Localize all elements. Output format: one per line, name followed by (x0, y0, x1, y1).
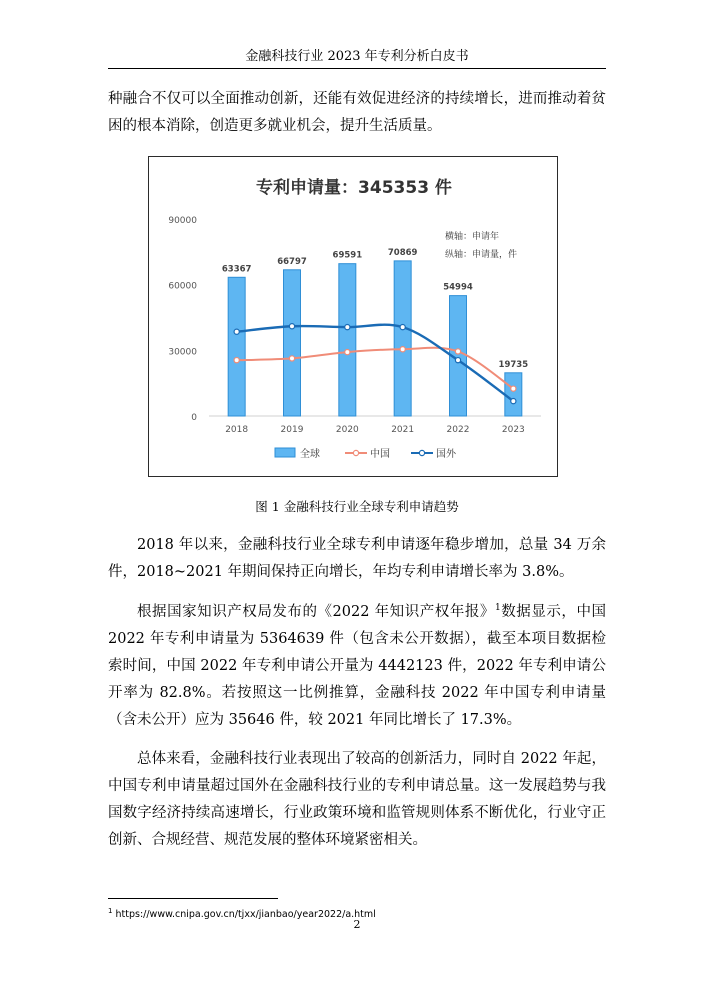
legend-label-中国: 中国 (370, 449, 390, 460)
point-中国-2020 (345, 349, 350, 354)
x-tick-label: 2019 (280, 425, 304, 435)
point-国外-2020 (345, 325, 350, 330)
point-国外-2023 (511, 399, 516, 404)
chart-title: 专利申请量：345353 件 (256, 178, 452, 198)
x-tick-label: 2020 (335, 425, 359, 435)
paragraph-3-text: 总体来看，金融科技行业表现出了较高的创新活力，同时自 2022 年起，中国专利申请量超过国外在金融科技行业的专利申请总量。这一发展趋势与我国数字经济持续高速增长，行业政策环境和监管规则体系不断优化，行业守正创新、合规经营、规范发展的整体环境紧密相关。 (108, 751, 606, 848)
paragraph-2-text (108, 599, 606, 734)
point-国外-2018 (234, 329, 239, 334)
footnote-rule (108, 898, 278, 899)
x-tick-label: 2023 (501, 425, 525, 435)
line-国外 (237, 325, 514, 401)
running-header: 金融科技行业 2023 年专利分析白皮书 (245, 49, 469, 64)
point-国外-2022 (455, 358, 460, 363)
point-国外-2021 (400, 325, 405, 330)
chart-svg (149, 157, 559, 478)
header-rule (108, 68, 606, 69)
bar-label-2022: 54994 (443, 282, 473, 293)
intro-paragraph (108, 86, 606, 140)
bar-label-2020: 69591 (332, 250, 363, 261)
bar-2023 (505, 373, 522, 416)
point-中国-2021 (400, 347, 405, 352)
bar-2020 (339, 264, 356, 416)
point-中国-2022 (455, 349, 460, 354)
bar-label-2018: 63367 (221, 264, 252, 275)
paragraph-3 (108, 746, 606, 854)
bar-label-2023: 19735 (498, 359, 529, 370)
x-tick-label: 2018 (225, 425, 249, 435)
paragraph-2-body: 数据显示，中国 2022 年专利申请量为 5364639 件（包含未公开数据），截至本项目数据检索时间，中国 2022 年专利申请公开量为 4442123 件，2022 年专利申请公开率为 82.8%。若按照这一比例推算，金融科技 2022 年中国专利申请量（含未公开）应为 35646 件，较 2021 年同比增长了 17.3%。 (108, 604, 607, 728)
x-tick-label: 2022 (446, 425, 470, 435)
legend-marker-国外 (419, 450, 424, 455)
bar-label-2021: 70869 (387, 247, 418, 258)
footnote-mark: 1 (108, 907, 113, 915)
paragraph-2 (108, 599, 606, 734)
x-tick-label: 2021 (391, 425, 415, 435)
paragraph-2-lead: 根据国家知识产权局发布的《2022 年知识产权年报》 (137, 604, 495, 620)
bar-2021 (394, 261, 411, 416)
footnote-ref[interactable]: 1 (494, 603, 501, 614)
footnote-link[interactable]: https://www.cnipa.gov.cn/tjxx/jianbao/year2022/a.html (115, 909, 376, 921)
y-tick-label: 60000 (168, 281, 197, 292)
bar-2018 (228, 277, 245, 416)
bar-label-2019: 66797 (277, 256, 307, 267)
point-国外-2019 (289, 324, 294, 329)
page-number: 2 (353, 918, 361, 931)
point-中国-2018 (234, 358, 239, 363)
paragraph-1-text: 2018 年以来，金融科技行业全球专利申请逐年稳步增加，总量 34 万余件，2018~2021 年期间保持正向增长，年均专利申请增长率为 3.8%。 (108, 537, 606, 580)
point-中国-2023 (511, 386, 516, 391)
y-tick-label: 90000 (168, 216, 197, 226)
legend-label-国外: 国外 (436, 449, 456, 460)
figure-caption: 图 1 金融科技行业全球专利申请趋势 (255, 499, 459, 514)
bar-2019 (284, 270, 301, 416)
legend-marker-中国 (353, 450, 358, 455)
intro-text: 种融合不仅可以全面推动创新，还能有效促进经济的持续增长，进而推动着贫困的根本消除，创造更多就业机会，提升生活质量。 (108, 91, 606, 134)
legend-label-全球: 全球 (300, 449, 320, 460)
point-中国-2019 (289, 356, 294, 361)
y-tick-label: 30000 (168, 347, 197, 358)
paragraph-1 (108, 532, 606, 586)
axis-note-x: 横轴：申请年 (445, 232, 500, 242)
y-tick-label: 0 (191, 413, 197, 423)
legend-swatch-全球 (275, 448, 295, 457)
patent-chart (148, 156, 558, 477)
axis-note-y: 纵轴：申请量，件 (445, 250, 518, 260)
line-中国 (237, 348, 514, 389)
